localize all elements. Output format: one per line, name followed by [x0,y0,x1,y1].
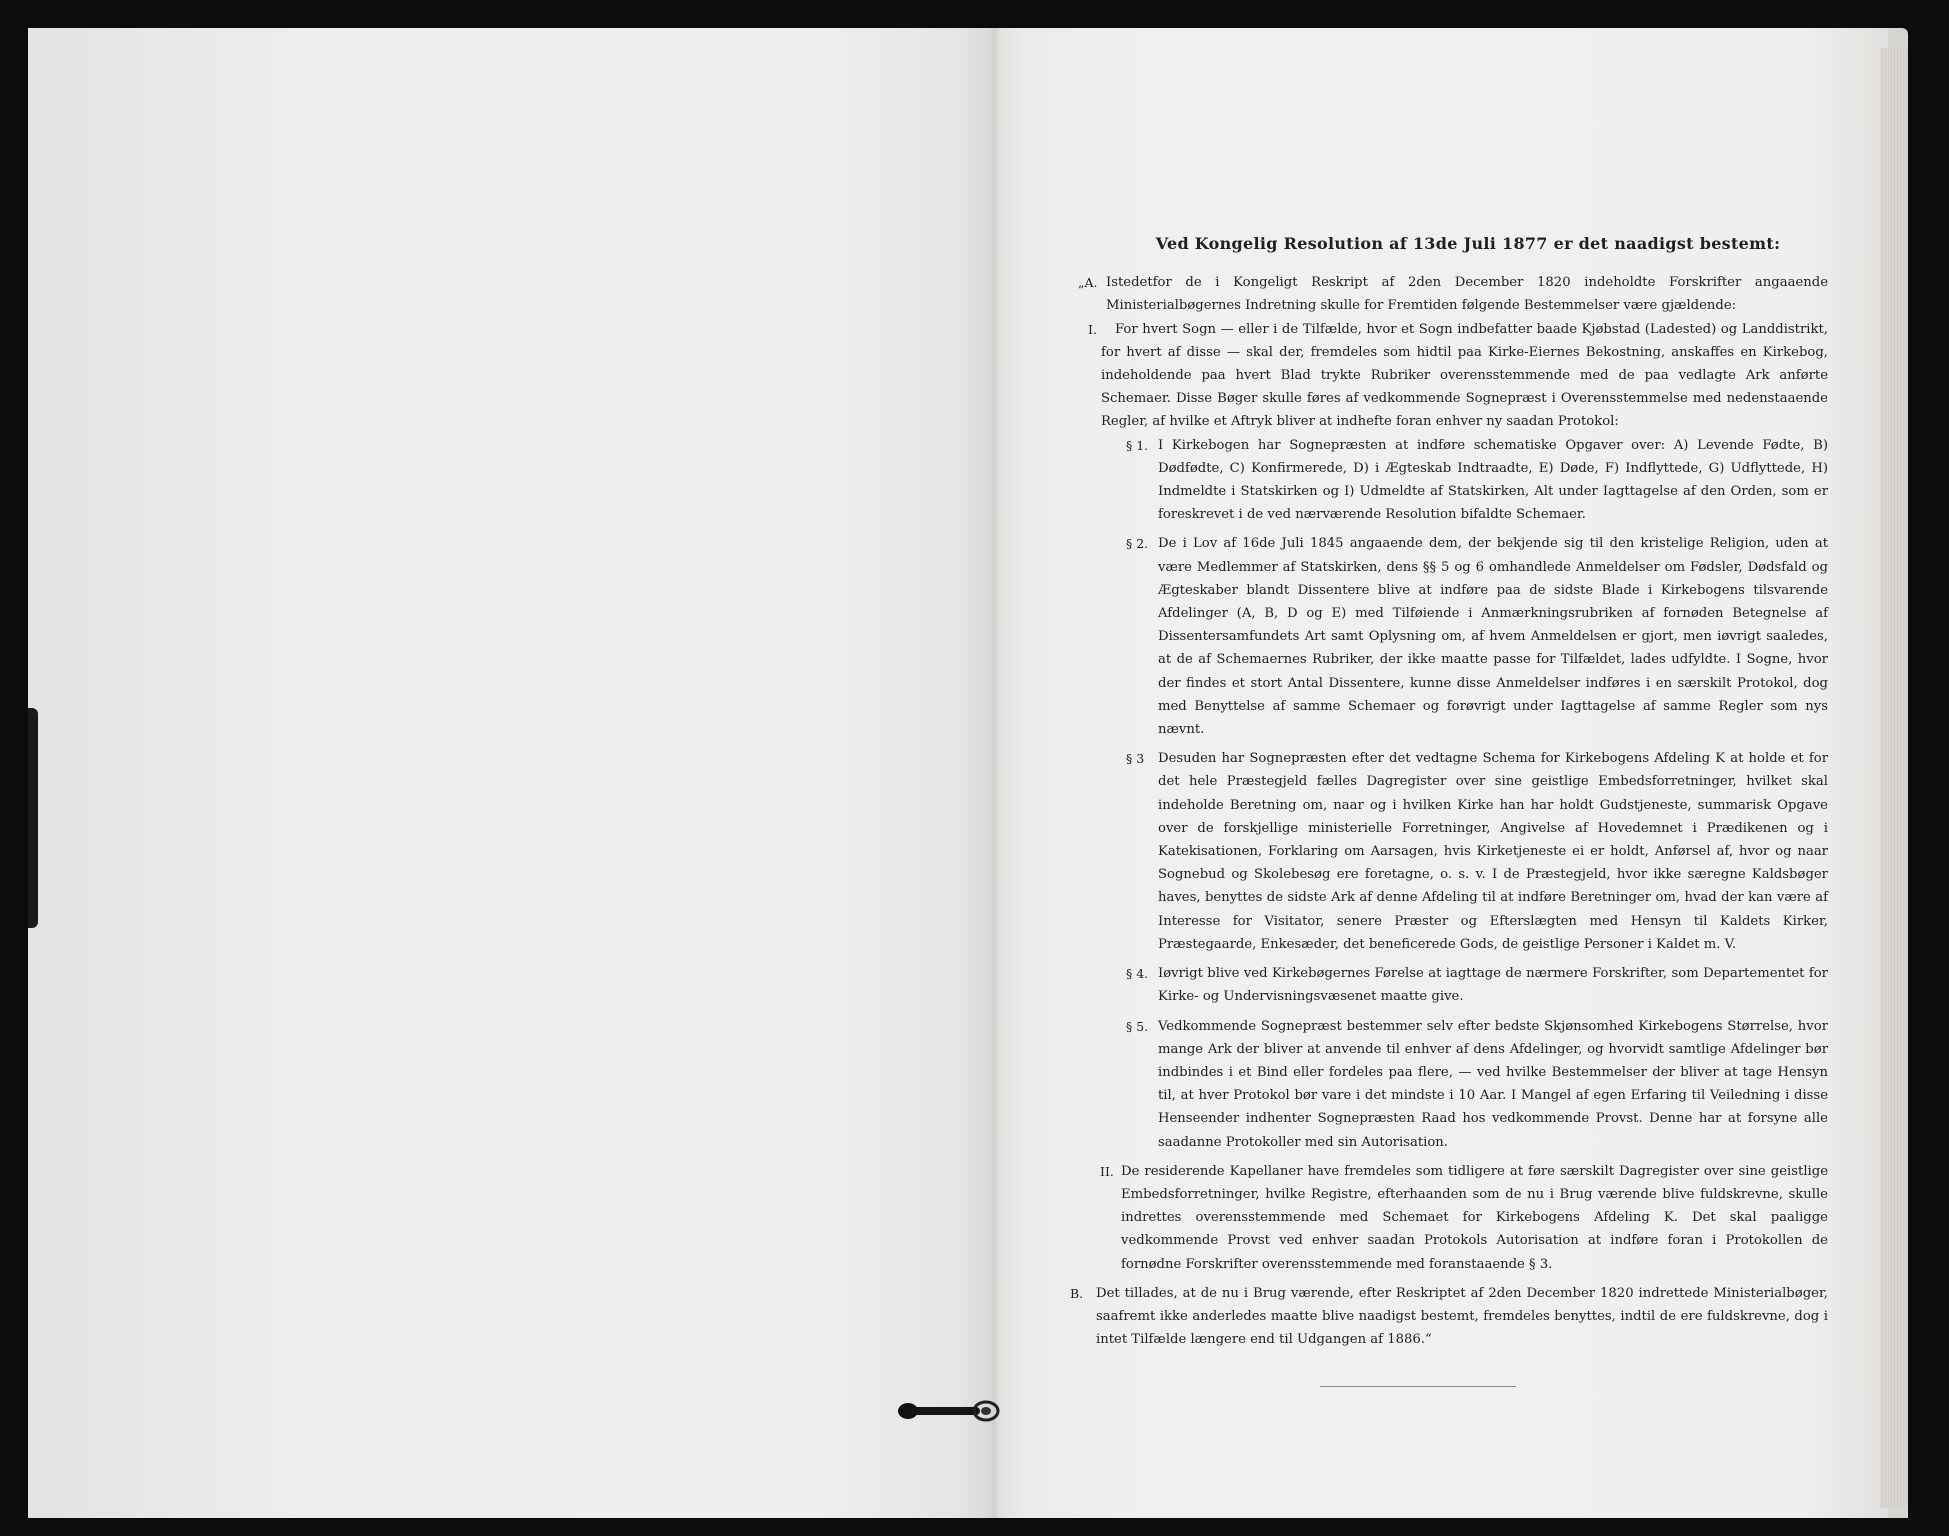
paragraph-text: Iøvrigt blive ved Kirkebøgernes Førelse at iagttage de nærmere Forskrifter, som Departementet for Kirke- og Undervisningsvæsenet maatte give. [1158,966,1828,1005]
section-B [1068,1282,1828,1352]
book-clasp [28,708,38,928]
paragraph-marker: § 3 [1126,751,1145,767]
paragraph-marker: § 5. [1126,1018,1149,1034]
section-marker: B. [1070,1285,1084,1301]
section-marker: „A. [1078,275,1098,291]
section-II [1068,1160,1828,1276]
section-marker: II. [1100,1163,1114,1179]
closing-rule [1320,1386,1516,1387]
paragraph-5 [1068,1015,1828,1154]
ink-blot-ornament [896,1396,1008,1426]
paragraph-3 [1068,747,1828,956]
section-text: Det tillades, at de nu i Brug værende, efter Reskriptet af 2den December 1820 indrettede Ministerialbøger, saafremt ikke anderledes maatte blive naadigst bestemt, fremdeles benyttes, indtil de ere fuldskrevne, dog i intet Tilfælde længere end til Udgangen af 1886.“ [1096,1285,1828,1348]
section-text: De residerende Kapellaner have fremdeles som tidligere at føre særskilt Dagregister over sine geistlige Embedsforretninger, hvilke Registre, efterhaanden som de nu i Brug værende blive fuldskrevne, skulle indrettes overensstemmende med Schemaet for Kirkebogens Afdeling K. Det skal paaligge vedkommende Provst ved enhver saadan Protokols Autorisation at indføre foran i Protokollen de fornødne Forskrifter overensstemmende med foranstaaende § 3. [1121,1163,1828,1272]
resolution-text [1068,232,1828,1351]
paragraph-text: De i Lov af 16de Juli 1845 angaaende dem, der bekjende sig til den kristelige Religion, uden at være Medlemmer af Statskirken, dens §§ 5 og 6 omhandlede Anmeldelser om Fødsler, Dødsfald og Ægteskaber blandt Dissentere blive at indføre paa de sidste Blade i Kirkebogens tilsvarende Afdelinger (A, B, D og E) med Tilføiende i Anmærkningsrubriken af fornøden Betegnelse af Dissentersamfundets Art samt Oplysning om, af hvem Anmeldelsen er gjort, men iøvrigt saaledes, at de af Schemaernes Rubriker, der ikke maatte passe for Tilfældet, lades udfyldte. I Sogne, hvor der findes et stort Antal Dissentere, kunne disse Anmeldelser indføres i en særskilt Protokol, dog med Benyttelse af samme Schemaer og forøvrigt under Iagttagelse af samme Regler som nys nævnt. [1158,536,1828,738]
paragraph-text: I Kirkebogen har Sognepræsten at indføre schematiske Opgaver over: A) Levende Fødte, B) Dødfødte, C) Konfirmerede, D) i Ægteskab Indtraadte, E) Døde, F) Indflyttede, G) Udflyttede, H) Indmeldte i Statskirken og I) Udmeldte af Statskirken, Alt under Iagttagelse af den Orden, som er foreskrevet i de ved nærværende Resolution bifaldte Schemaer. [1158,437,1828,523]
section-I [1068,318,1828,434]
section-A [1068,271,1828,317]
document-heading: Ved Kongelig Resolution af 13de Juli 1877 er det naadigst bestemt: [1155,234,1781,253]
section-text: Istedetfor de i Kongeligt Reskript af 2den December 1820 indeholdte Forskrifter angaaende Ministerialbøgernes Indretning skulle for Fremtiden følgende Bestemmelser være gjældende: [1106,275,1828,314]
book-gutter [958,28,1028,1518]
section-text: For hvert Sogn — eller i de Tilfælde, hvor et Sogn indbefatter baade Kjøbstad (Ladested) og Landdistrikt, for hvert af disse — skal der, fremdeles som hidtil paa Kirke-Eiernes Bekostning, anskaffes en Kirkebog, indeholdende paa hvert Blad trykte Rubriker overensstemmende med de paa vedlagte Ark anførte Schemaer. Disse Bøger skulle føres af vedkommende Sognepræst i Overensstemmelse med nedenstaaende Regler, af hvilke et Aftryk bliver at indhefte foran enhver ny saadan Protokol: [1101,321,1828,430]
section-marker: I. [1088,321,1097,337]
left-page-blank [28,28,958,1518]
paragraph-marker: § 2. [1126,536,1149,552]
page-edges [1880,48,1908,1508]
paragraph-1 [1068,434,1828,527]
paragraph-marker: § 1. [1126,437,1149,453]
paragraph-marker: § 4. [1126,966,1149,982]
paragraph-text: Vedkommende Sognepræst bestemmer selv efter bedste Skjønsomhed Kirkebogens Størrelse, hvor mange Ark der bliver at anvende til enhver af dens Afdelinger, og hvorvidt samtlige Afdelinger bør indbindes i et Bind eller fordeles paa flere, — ved hvilke Bestemmelser der bliver at tage Hensyn til, at hver Protokol bør vare i det mindste i 10 Aar. I Mangel af egen Erfaring til Veiledning i disse Henseender indhenter Sognepræsten Raad hos vedkommende Provst. Denne har at forsyne alle saadanne Protokoller med sin Autorisation. [1158,1018,1828,1150]
paragraph-4 [1068,962,1828,1008]
paragraph-text: Desuden har Sognepræsten efter det vedtagne Schema for Kirkebogens Afdeling K at holde et for det hele Præstegjeld fælles Dagregister over sine geistlige Embedsforretninger, hvilket skal indeholde Beretning om, naar og i hvilken Kirke han har holdt Gudstjeneste, summarisk Opgave over de forskjellige ministerielle Forretninger, Angivelse af Hovedemnet i Prædikenen og i Katekisationen, Forklaring om Aarsagen, hvis Kirketjeneste ei er holdt, Anførsel af, hvor og naar Sognebud og Skolebesøg ere foretagne, o. s. v. I de Præstegjeld, hvor ikke særegne Kaldsbøger haves, benyttes de sidste Ark af denne Afdeling til at indføre Beretninger om, hvad der kan være af Interesse for Visitator, senere Præster og Efterslægten med Hensyn til Kaldets Kirker, Præstegaarde, Enkesæder, det beneficerede Gods, de geistlige Personer i Kaldet m. V. [1158,751,1828,952]
paragraph-2 [1068,532,1828,741]
